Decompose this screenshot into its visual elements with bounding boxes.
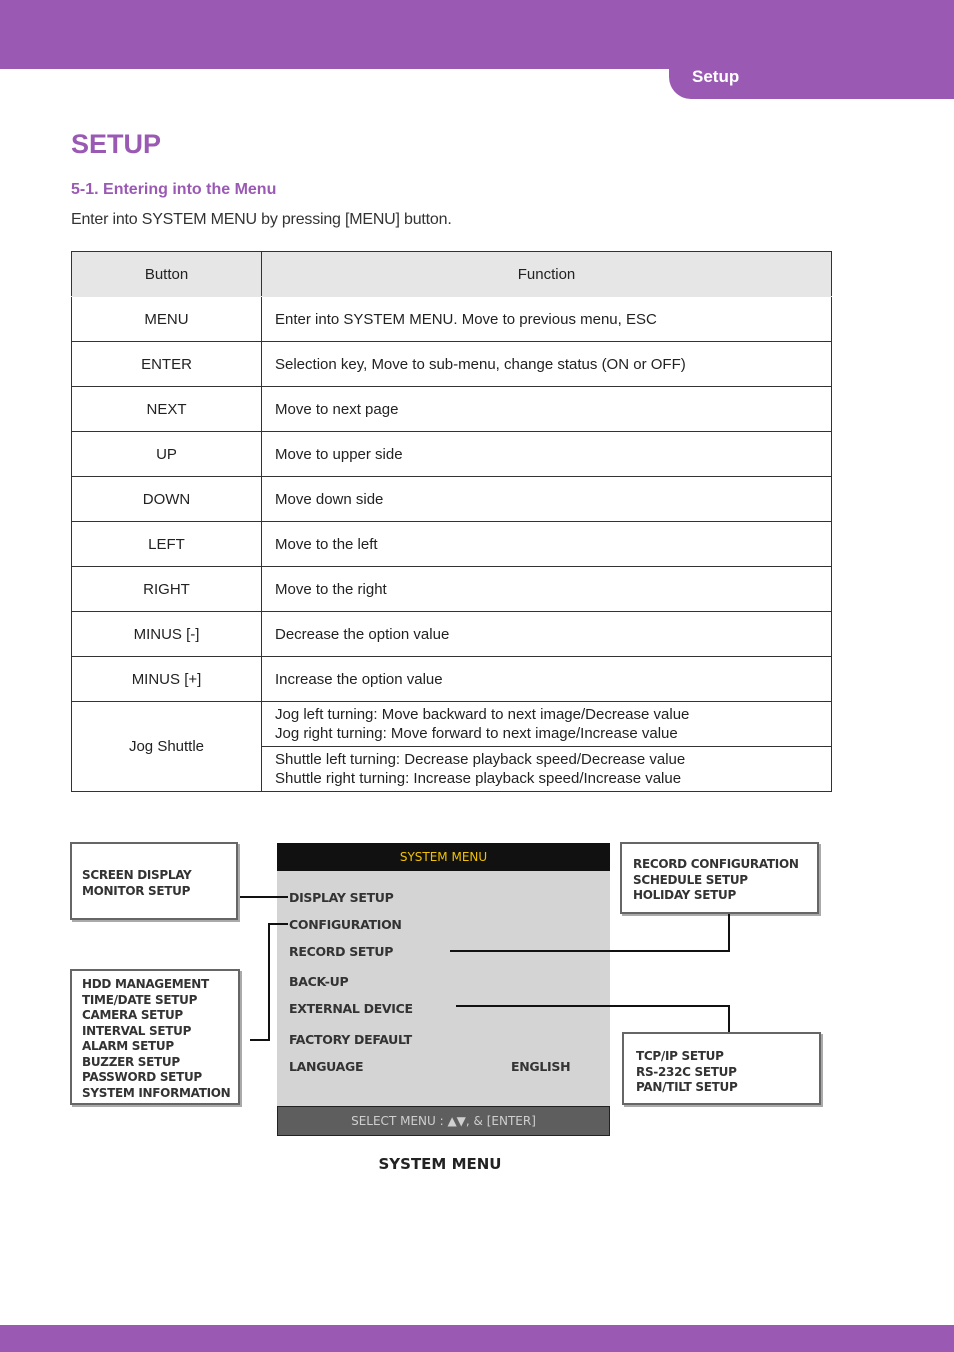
shuttle-line: Shuttle left turning: Decrease playback speed/Decrease value	[275, 751, 686, 768]
table-row	[72, 477, 832, 522]
function-cell-jog	[262, 702, 832, 747]
connector-external-vertical	[728, 1005, 730, 1032]
function-cell: Move to the left	[262, 522, 832, 567]
button-cell: MINUS [+]	[72, 657, 262, 702]
button-cell: MENU	[72, 297, 262, 342]
button-cell: RIGHT	[72, 567, 262, 612]
function-cell-shuttle	[262, 747, 832, 792]
table-row	[72, 567, 832, 612]
menu-item-external-device: EXTERNAL DEVICE	[289, 1001, 413, 1016]
table-row	[72, 612, 832, 657]
section-subheading: 5-1. Entering into the Menu	[71, 181, 277, 198]
intro-paragraph: Enter into SYSTEM MENU by pressing [MENU] button.	[71, 211, 452, 228]
box-line: RS-232C SETUP	[636, 1064, 737, 1079]
menu-item-back-up: BACK-UP	[289, 974, 349, 989]
box-line: INTERVAL SETUP	[82, 1023, 192, 1038]
top-banner	[0, 0, 954, 69]
box-line: HOLIDAY SETUP	[633, 888, 736, 902]
button-cell: MINUS [-]	[72, 612, 262, 657]
connector-configuration-vertical	[268, 923, 270, 1041]
diagram-caption: SYSTEM MENU	[378, 1155, 502, 1173]
button-cell-jog-shuttle: Jog Shuttle	[72, 702, 262, 792]
table-row	[72, 297, 832, 342]
table-row	[72, 432, 832, 477]
connector-record-vertical	[728, 914, 730, 952]
connector-display	[240, 896, 288, 898]
system-menu-diagram	[0, 830, 954, 1190]
function-cell: Enter into SYSTEM MENU. Move to previous menu, ESC	[262, 297, 832, 342]
screen-header: SYSTEM MENU	[277, 843, 610, 871]
jog-line: Jog right turning: Move forward to next image/Increase value	[275, 725, 678, 742]
function-cell: Move to next page	[262, 387, 832, 432]
box-line: MONITOR SETUP	[82, 883, 191, 898]
menu-item-factory-default: FACTORY DEFAULT	[289, 1032, 412, 1047]
record-setup-box	[620, 842, 819, 914]
display-setup-box	[70, 842, 238, 920]
table-row	[72, 387, 832, 432]
box-line: ALARM SETUP	[82, 1039, 174, 1053]
language-value: ENGLISH	[511, 1059, 571, 1074]
external-device-box	[622, 1032, 821, 1105]
screen-footer: SELECT MENU : ▲▼, & [ENTER]	[277, 1106, 610, 1136]
jog-line: Jog left turning: Move backward to next image/Decrease value	[275, 706, 690, 723]
menu-item-configuration: CONFIGURATION	[289, 917, 402, 932]
box-line: SYSTEM INFORMATION	[82, 1085, 231, 1100]
box-line: RECORD CONFIGURATION	[633, 857, 799, 871]
bottom-banner	[0, 1325, 954, 1352]
table-row	[72, 522, 832, 567]
page-title: SETUP	[71, 129, 162, 159]
connector-record	[450, 950, 730, 952]
header-function: Function	[262, 252, 832, 297]
function-cell: Move to the right	[262, 567, 832, 612]
button-cell: ENTER	[72, 342, 262, 387]
table-row	[72, 342, 832, 387]
menu-item-language: LANGUAGE	[289, 1059, 364, 1074]
function-cell: Decrease the option value	[262, 612, 832, 657]
table-row	[72, 657, 832, 702]
section-tab	[669, 60, 954, 99]
box-line: CAMERA SETUP	[82, 1008, 183, 1022]
box-line: PASSWORD SETUP	[82, 1070, 202, 1084]
box-line: HDD MANAGEMENT	[82, 977, 209, 991]
function-cell: Selection key, Move to sub-menu, change status (ON or OFF)	[262, 342, 832, 387]
box-line: TIME/DATE SETUP	[82, 992, 198, 1007]
shuttle-line: Shuttle right turning: Increase playback speed/Increase value	[275, 770, 682, 787]
box-line: SCHEDULE SETUP	[633, 872, 748, 887]
function-cell: Move down side	[262, 477, 832, 522]
table-row	[72, 702, 832, 747]
connector-configuration-top	[268, 923, 288, 925]
box-line: SCREEN DISPLAY	[82, 868, 192, 882]
header-button: Button	[72, 252, 262, 297]
menu-item-display-setup: DISPLAY SETUP	[289, 890, 394, 905]
button-function-table	[71, 251, 832, 792]
box-line: BUZZER SETUP	[82, 1054, 180, 1069]
button-cell: UP	[72, 432, 262, 477]
box-line: PAN/TILT SETUP	[636, 1080, 738, 1094]
system-menu-screen	[277, 843, 610, 1136]
connector-external	[456, 1005, 730, 1007]
connector-configuration-bottom	[250, 1039, 270, 1041]
table-header-row	[72, 252, 832, 297]
function-cell: Move to upper side	[262, 432, 832, 477]
function-cell: Increase the option value	[262, 657, 832, 702]
button-cell: DOWN	[72, 477, 262, 522]
configuration-box	[70, 969, 240, 1105]
button-cell: LEFT	[72, 522, 262, 567]
section-tab-label: Setup	[692, 67, 740, 86]
button-cell: NEXT	[72, 387, 262, 432]
box-line: TCP/IP SETUP	[636, 1049, 724, 1063]
menu-item-record-setup: RECORD SETUP	[289, 944, 394, 959]
